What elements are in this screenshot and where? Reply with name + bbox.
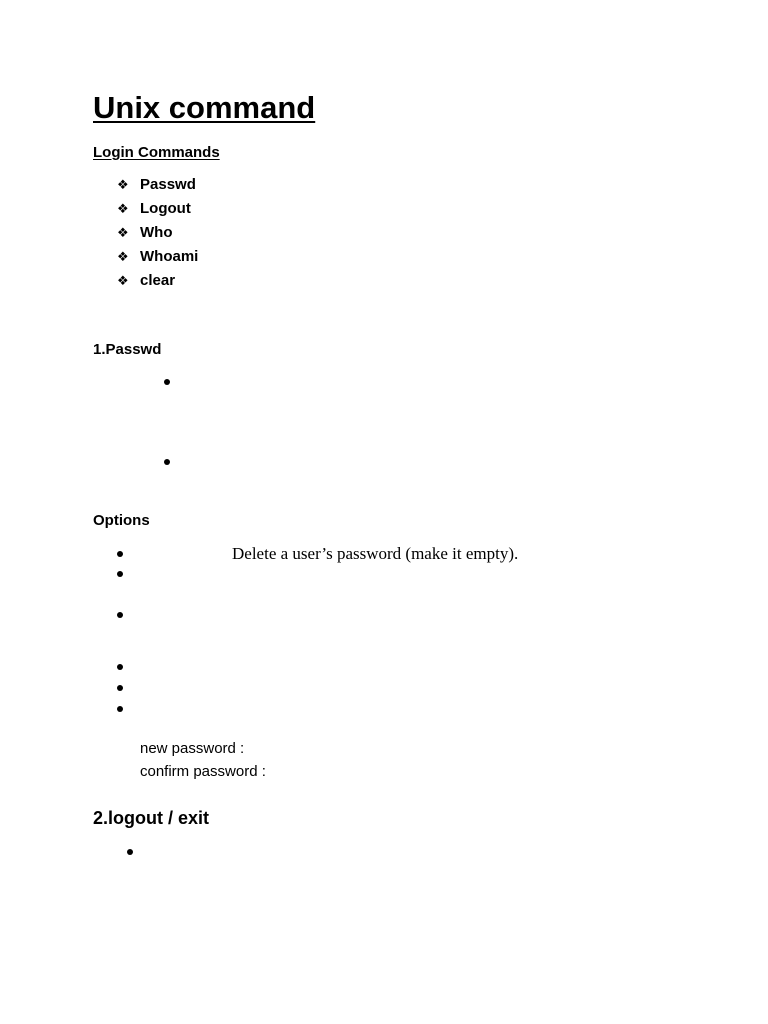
round-bullet-icon bbox=[127, 849, 133, 855]
confirm-password-prompt: confirm password : bbox=[140, 763, 266, 780]
options-heading: Options bbox=[93, 512, 150, 529]
login-command-who: Who bbox=[140, 224, 173, 241]
login-command-logout: Logout bbox=[140, 200, 191, 217]
round-bullet-icon bbox=[164, 459, 170, 465]
diamond-bullet-icon: ❖ bbox=[117, 249, 129, 264]
round-bullet-icon bbox=[164, 379, 170, 385]
round-bullet-icon bbox=[117, 571, 123, 577]
option-description: Delete a user’s password (make it empty). bbox=[232, 544, 519, 563]
new-password-prompt: new password : bbox=[140, 740, 245, 757]
round-bullet-icon bbox=[117, 664, 123, 670]
diamond-bullet-icon: ❖ bbox=[117, 273, 129, 288]
login-command-passwd: Passwd bbox=[140, 176, 196, 193]
passwd-heading: 1.Passwd bbox=[93, 341, 162, 358]
round-bullet-icon bbox=[117, 706, 123, 712]
round-bullet-icon bbox=[117, 685, 123, 691]
logout-heading: 2.logout / exit bbox=[93, 808, 210, 828]
diamond-bullet-icon: ❖ bbox=[117, 225, 129, 240]
login-command-whoami: Whoami bbox=[140, 248, 199, 265]
login-commands-heading: Login Commands bbox=[93, 144, 220, 161]
round-bullet-icon bbox=[117, 551, 123, 557]
page-title: Unix command bbox=[93, 90, 316, 125]
diamond-bullet-icon: ❖ bbox=[117, 201, 129, 216]
login-command-clear: clear bbox=[140, 272, 176, 289]
round-bullet-icon bbox=[117, 612, 123, 618]
diamond-bullet-icon: ❖ bbox=[117, 177, 129, 192]
